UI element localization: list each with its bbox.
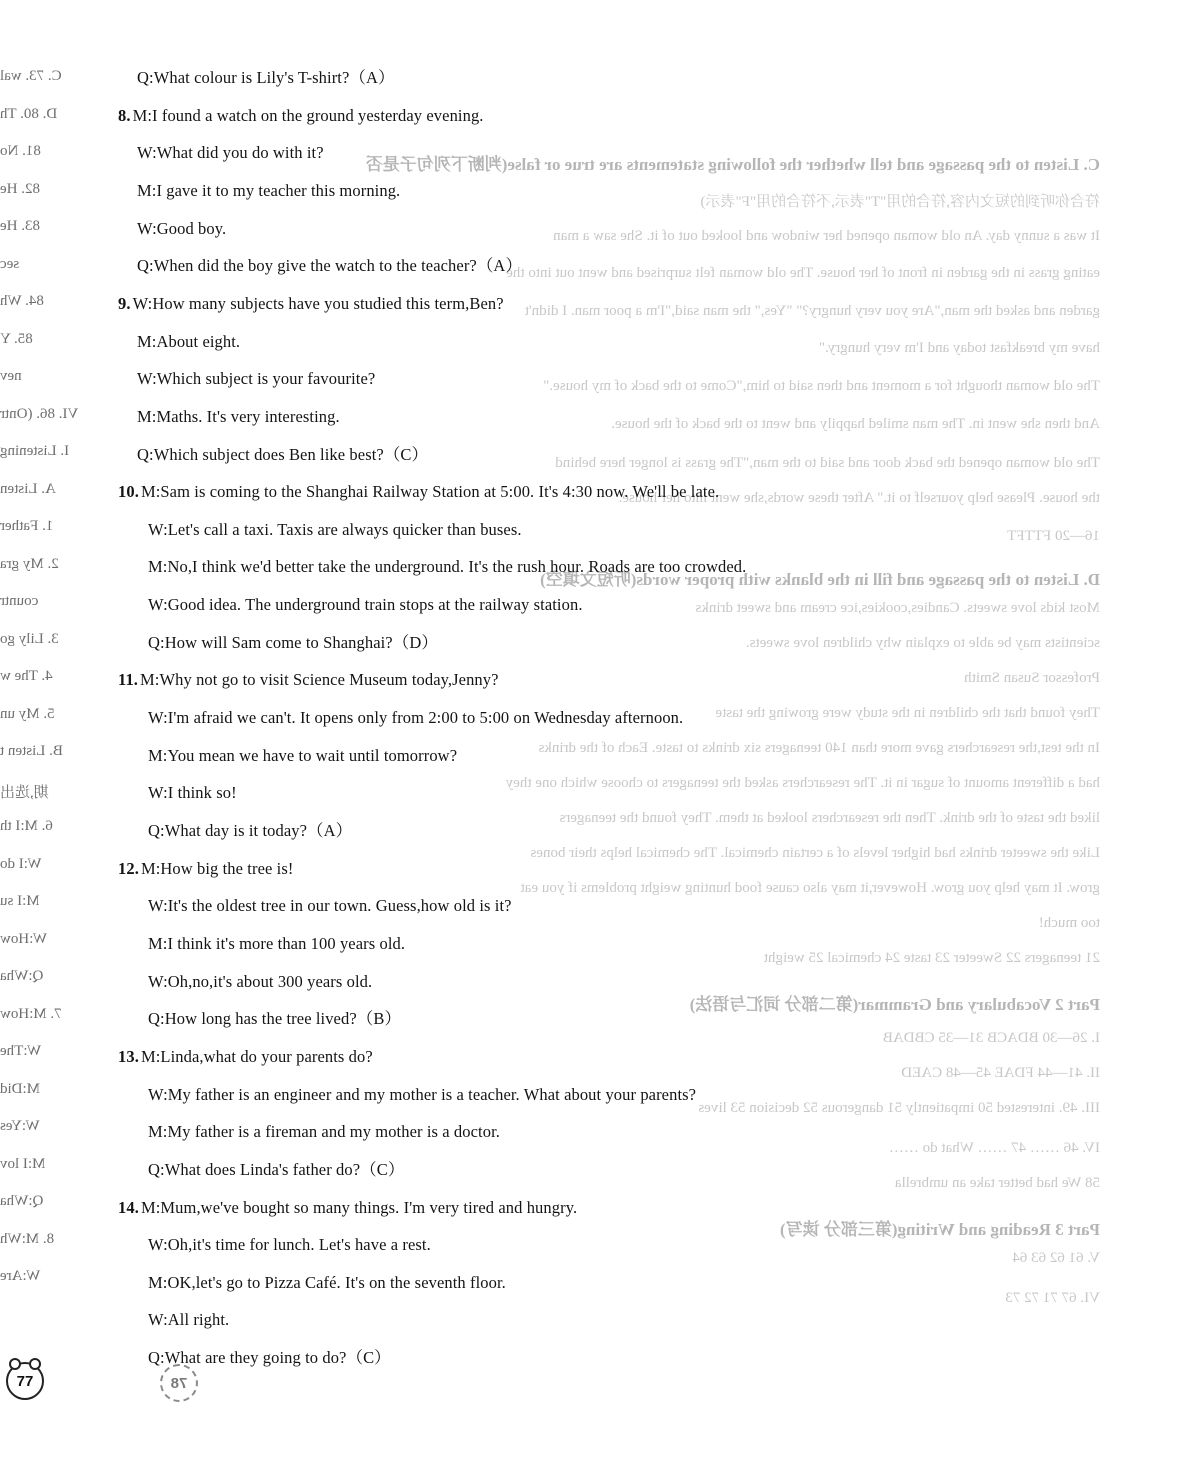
bleed-line: IV. 46 …… 47 …… What do …… (888, 1140, 1100, 1156)
edge-fragment: M:I lov (0, 1155, 46, 1172)
page-number-left-text: 77 (16, 1372, 34, 1390)
page-number-left (6, 1362, 44, 1400)
speaker-label: M (148, 1122, 163, 1142)
utterance-text: Oh,it's time for lunch. Let's have a rest. (167, 1235, 431, 1255)
edge-fragment: I. Listening (0, 443, 70, 459)
speaker-label: W (132, 293, 148, 313)
edge-fragment: 81. No (0, 143, 41, 159)
item-number: 10. (118, 482, 139, 502)
dialogue-line: M:I think it's more than 100 years old. (148, 933, 406, 953)
speaker-label: M (137, 331, 152, 351)
question-line: Q:How will Sam come to Shanghai?（D） (148, 632, 438, 652)
utterance-text: Maths. It's very interesting. (156, 406, 340, 426)
utterance-text: Good boy. (156, 218, 227, 238)
question-line: Q:What day is it today?（A） (148, 821, 353, 840)
speaker-label: Q (137, 444, 150, 464)
bleed-line: the house. Please help yourself to it." After these words,she went into her house. (618, 490, 1100, 506)
dialogue-item-start: 8. M:I found a watch on the ground yesterday evening. (118, 105, 484, 125)
speaker-label: W (148, 1084, 164, 1104)
edge-fragment: 6. M:I th (0, 818, 53, 834)
edge-fragment: A. Listen (0, 480, 56, 497)
dialogue-line: W:Let's call a taxi. Taxis are always quicker than buses. (148, 519, 522, 539)
edge-fragment: W:Yes (0, 1118, 40, 1134)
speaker-label: W (148, 1310, 164, 1330)
dialogue-item-start: 11. M:Why not go to visit Science Museum today,Jenny? (118, 670, 499, 690)
bleed-line: 16—20 FTTFT (1007, 528, 1100, 544)
utterance-text: How will Sam come to Shanghai?（D） (164, 632, 438, 652)
bleed-line: 21 teenagers 22 Sweeter 23 taste 24 chemical 25 weight (763, 950, 1100, 966)
utterance-text: What are they going to do?（C） (164, 1348, 391, 1368)
utterance-text: How long has the tree lived?（B） (164, 1009, 402, 1029)
utterance-text: Sam is coming to the Shanghai Railway Station at 5:00. It's 4:30 now. We'll be late. (160, 482, 720, 502)
edge-fragment: nev (0, 368, 22, 384)
question-line: Q:Which subject does Ben like best?（C） (137, 444, 429, 464)
question-line: Q:What colour is Lily's T-shirt?（A） (137, 68, 395, 87)
speaker-label: Q (148, 632, 161, 652)
speaker-label: M (140, 1046, 156, 1066)
dialogue-line: W:I think so! (148, 783, 237, 803)
edge-fragment: C. 73. wal (0, 68, 62, 84)
bleed-line: too much! (1038, 915, 1100, 931)
utterance-text: Good idea. The underground train stops at the railway station. (167, 595, 583, 615)
dialogue-line: W:Oh,it's time for lunch. Let's have a rest. (148, 1235, 431, 1255)
utterance-text: I gave it to my teacher this morning. (156, 180, 401, 200)
dialogue-line: W:Good boy. (137, 218, 227, 238)
speaker-label: W (148, 595, 164, 615)
bleed-line: 58 We had better take an umbrella (894, 1175, 1100, 1191)
bleed-line: Professor Susan Smith (964, 670, 1100, 686)
bleed-line: had a different amount of sugar in it. The researchers asked the teenagers to choose which one they (505, 775, 1100, 791)
speaker-label: M (148, 1272, 163, 1292)
dialogue-line: W:Oh,no,it's about 300 years old. (148, 971, 373, 991)
bleed-line: II. 41—44 FDAE 45—48 CAED (901, 1065, 1100, 1081)
edge-fragment: countr (0, 593, 39, 609)
utterance-text: Which subject does Ben like best?（C） (153, 444, 429, 464)
edge-fragment: 期,选出 (0, 784, 49, 801)
edge-fragment: B. Listen t (0, 743, 63, 759)
bleed-line: I. 26—30 BDACB 31—35 CBDAB (882, 1030, 1100, 1046)
utterance-text: About eight. (156, 331, 241, 351)
utterance-text: OK,let's go to Pizza Café. It's on the seventh floor. (167, 1272, 506, 1292)
utterance-text: No,I think we'd better take the underground. It's the rush hour. Roads are too crowded. (167, 557, 747, 577)
speaker-label: M (140, 1197, 156, 1217)
item-number: 11. (118, 670, 139, 690)
dialogue-line: M:About eight. (137, 331, 241, 351)
bleed-line: Most kids love sweets. Candies,cookies,ice cream and sweet drinks (695, 600, 1100, 616)
edge-fragment: W:How (0, 930, 47, 947)
edge-fragment: 2. My gra (0, 555, 59, 572)
speaker-label: Q (137, 256, 150, 276)
utterance-text: My father is an engineer and my mother is a teacher. What about your parents? (167, 1084, 697, 1104)
bleed-line: garden and asked the man,"Are you very hungry?" "Yes," the man said,"I'm a poor man. I didn't (524, 303, 1100, 319)
page-number-right-text: 78 (170, 1374, 188, 1392)
dialogue-line: W:I'm afraid we can't. It opens only from 2:00 to 5:00 on Wednesday afternoon. (148, 708, 684, 728)
utterance-text: My father is a fireman and my mother is a doctor. (167, 1122, 500, 1142)
utterance-text: How big the tree is! (160, 858, 294, 878)
utterance-text: It's the oldest tree in our town. Guess,how old is it? (167, 896, 512, 916)
dialogue-line: M:No,I think we'd better take the underground. It's the rush hour. Roads are too crowded. (148, 557, 747, 577)
item-number: 8. (118, 105, 131, 125)
edge-fragment: 1. Father (0, 518, 54, 534)
speaker-label: W (148, 896, 164, 916)
edge-fragment: Q:Wha (0, 968, 44, 984)
dialogue-item-start: 13. M:Linda,what do your parents do? (118, 1046, 373, 1066)
item-number: 14. (118, 1197, 139, 1217)
speaker-label: W (137, 369, 153, 389)
utterance-text: What did you do with it? (156, 143, 324, 163)
dialogue-line: W:Which subject is your favourite? (137, 369, 376, 389)
utterance-text: I think it's more than 100 years old. (167, 933, 406, 953)
speaker-label: M (132, 105, 148, 125)
item-number: 9. (118, 293, 131, 313)
utterance-text: All right. (167, 1310, 230, 1330)
bleed-line: III. 49. interested 50 impatiently 51 dangerous 52 decision 53 lives (698, 1100, 1100, 1116)
page-number-right (160, 1364, 198, 1402)
edge-fragment: W:Are (0, 1268, 41, 1284)
speaker-label: Q (148, 1348, 161, 1368)
bleed-line: C. Listen to the passage and tell whether the following statements are true or false(判断下列句子是否 (365, 155, 1100, 174)
dialogue-line: M:You mean we have to wait until tomorrow? (148, 745, 458, 765)
speaker-label: M (148, 745, 163, 765)
dialogue-line: M:I gave it to my teacher this morning. (137, 180, 401, 200)
edge-fragment: 83. He (0, 218, 40, 234)
question-line: Q:When did the boy give the watch to the teacher?（A） (137, 256, 523, 276)
item-number: 12. (118, 858, 139, 878)
speaker-label: W (148, 971, 164, 991)
speaker-label: Q (137, 68, 150, 87)
dialogue-line: W:Good idea. The underground train stops at the railway station. (148, 595, 583, 615)
dialogue-line: W:It's the oldest tree in our town. Guess,how old is it? (148, 896, 512, 916)
bleed-line: VI. 67 71 72 73 (1005, 1290, 1100, 1306)
question-line: Q:How long has the tree lived?（B） (148, 1009, 402, 1029)
bleed-line: V. 61 62 63 64 (1012, 1250, 1100, 1266)
bleed-line: Part 2 Vocabulary and Grammar(第二部分 词汇与语法) (689, 995, 1100, 1014)
edge-fragment: 85. Y (0, 330, 33, 347)
edge-fragment: W:The (0, 1043, 42, 1059)
bleed-line: 符合你听到的短文内容,符合的用"T"表示,不符合的用"F"表示) (700, 194, 1100, 210)
utterance-text: You mean we have to wait until tomorrow? (167, 745, 458, 765)
utterance-text: Which subject is your favourite? (156, 369, 376, 389)
edge-fragment: Q:Wha (0, 1193, 44, 1209)
utterance-text: When did the boy give the watch to the teacher?（A） (153, 256, 523, 276)
dialogue-line: M:OK,let's go to Pizza Café. It's on the seventh floor. (148, 1272, 506, 1292)
bleed-line: Like the sweeter drinks had higher levels of a certain chemical. The chemical helps their bones (530, 845, 1100, 861)
dialogue-line: W:What did you do with it? (137, 143, 324, 163)
edge-fragment: 5. My un (0, 705, 55, 722)
utterance-text: Linda,what do your parents do? (160, 1046, 373, 1066)
bleed-line: And then she went in. The man smiled happily and went to the back of the house. (611, 416, 1100, 432)
utterance-text: How many subjects have you studied this term,Ben? (152, 293, 504, 313)
speaker-label: W (148, 1235, 164, 1255)
speaker-label: Q (148, 1009, 161, 1029)
speaker-label: M (137, 180, 152, 200)
utterance-text: What does Linda's father do?（C） (164, 1159, 405, 1179)
utterance-text: Mum,we've bought so many things. I'm very tired and hungry. (160, 1197, 578, 1217)
edge-fragment: 7. M:How (0, 1005, 62, 1022)
bleed-line: scientists may be able to explain why children love sweets. (745, 635, 1100, 651)
dialogue-item-start: 10. M:Sam is coming to the Shanghai Railway Station at 5:00. It's 4:30 now. We'll be late. (118, 482, 720, 502)
speaker-label: W (148, 708, 164, 728)
speaker-label: Q (148, 1159, 161, 1179)
speaker-label: M (137, 406, 152, 426)
utterance-text: I'm afraid we can't. It opens only from 2:00 to 5:00 on Wednesday afternoon. (167, 708, 684, 728)
speaker-label: W (137, 218, 153, 238)
bleed-line: In the test,the researchers gave more than 140 teenagers six drinks to taste. Each of the drinks (538, 740, 1100, 756)
bleed-line: The old woman opened the back door and said to the man,"The grass is longer here behind (555, 455, 1100, 471)
speaker-label: Q (148, 821, 161, 840)
dialogue-line: M:Maths. It's very interesting. (137, 406, 340, 426)
dialogue-line: M:My father is a fireman and my mother is a doctor. (148, 1122, 500, 1142)
edge-fragment: 8. M:Wh (0, 1230, 55, 1247)
bleed-line: They found that the children in the study were growing the taste (715, 705, 1100, 721)
bleed-line: have my breakfast today and I'm very hungry." (818, 340, 1100, 356)
dialogue-item-start: 14. M:Mum,we've bought so many things. I'm very tired and hungry. (118, 1197, 578, 1217)
edge-fragment: sec (0, 255, 20, 272)
speaker-label: M (148, 933, 163, 953)
edge-fragment: D. 80. Th (0, 105, 58, 122)
speaker-label: W (137, 143, 153, 163)
edge-fragment: M:Did (0, 1080, 41, 1097)
utterance-text: What colour is Lily's T-shirt?（A） (153, 68, 395, 87)
speaker-label: M (140, 670, 155, 690)
utterance-text: What day is it today?（A） (164, 821, 353, 840)
question-line: Q:What are they going to do?（C） (148, 1348, 391, 1368)
dialogue-item-start: 9. W:How many subjects have you studied this term,Ben? (118, 293, 504, 313)
utterance-text: Oh,no,it's about 300 years old. (167, 971, 373, 991)
speaker-label: M (140, 482, 156, 502)
dialogue-line: W:My father is an engineer and my mother is a teacher. What about your parents? (148, 1084, 697, 1104)
utterance-text: Why not go to visit Science Museum today,Jenny? (159, 670, 499, 690)
dialogue-item-start: 12. M:How big the tree is! (118, 858, 294, 878)
edge-fragment: VI. 86. (Ontr (0, 405, 79, 422)
bleed-line: eating grass in the garden in front of her house. The old woman felt surprised and went out into the (506, 265, 1100, 281)
item-number: 13. (118, 1046, 139, 1066)
utterance-text: Let's call a taxi. Taxis are always quicker than buses. (167, 519, 522, 539)
edge-fragment: M:I su (0, 893, 40, 909)
edge-fragment: W:I do (0, 855, 42, 872)
speaker-label: W (148, 519, 164, 539)
bleed-line: grow. It may help you grow. However,it may also cause food hunting weight problems if you eat (520, 880, 1100, 896)
dialogue-line: W:All right. (148, 1310, 230, 1330)
speaker-label: M (148, 557, 163, 577)
utterance-text: I found a watch on the ground yesterday evening. (152, 105, 484, 125)
question-line: Q:What does Linda's father do?（C） (148, 1159, 405, 1179)
speaker-label: M (140, 858, 156, 878)
bleed-line: It was a sunny day. An old woman opened her window and looked out of it. She saw a man (553, 228, 1100, 244)
bleed-line: The old woman thought for a moment and then said to him,"Come to the back of my house." (543, 378, 1100, 394)
edge-fragment: 4. The w (0, 668, 53, 684)
speaker-label: W (148, 783, 164, 803)
bleed-line: Part 3 Reading and Writing(第三部分 读写) (779, 1220, 1100, 1239)
bleed-line: D. Listen to the passage and fill in the blanks with proper words(听短文填空) (540, 570, 1100, 589)
edge-fragment: 84. Wh (0, 293, 44, 309)
edge-fragment: 3. Lily go (0, 630, 59, 647)
edge-fragment: 82. He (0, 180, 40, 197)
bleed-line: liked the taste of the drink. Then the researchers looked at them. They found the teenagers (559, 810, 1100, 826)
utterance-text: I think so! (167, 783, 237, 803)
